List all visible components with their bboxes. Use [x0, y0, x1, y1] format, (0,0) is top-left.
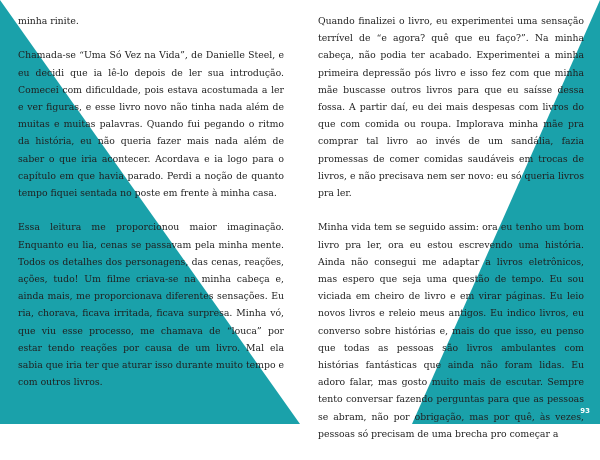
- right-page-text: [318, 13, 584, 460]
- right-paragraph-1: Quando finalizei o livro, eu experimentei uma sensação terrível de “e agora? quê que eu faço?”. Na minha cabeça, não podia ter acabado. Experimentei a minha primeira depressão pós livro e isso fez com que minha mãe buscasse outros livros para que eu saísse dessa fossa. A partir daí, eu dei mais despesas com livros do que com comida ou roupa. Implorava minha mãe pra comprar tal livro ao invés de um sandália, fazia promessas de comer comidas saudáveis em trocas de livros, e não precisava nem ser novo: eu só queria livros pra ler.: [318, 16, 584, 200]
- left-page-text: [18, 13, 284, 409]
- left-paragraph-2: Chamada-se “Uma Só Vez na Vida”, de Danielle Steel, e eu decidi que ia lê-lo depois de ler sua introdução. Comecei com dificuldade, pois estava acostumada a ler e ver figuras, e esse livro novo não tinha nada além de muitas e muitas palavras. Quando fui pegando o ritmo da história, eu não queria fazer mais nada além de saber o que iria acontecer. Acordava e ia logo para o capítulo em que havia parado. Perdi a noção de quanto tempo fiquei sentada no poste em frente à minha casa.: [18, 50, 284, 200]
- right-page: [300, 0, 600, 440]
- left-paragraph-3: Essa leitura me proporcionou maior imaginação. Enquanto eu lia, cenas se passavam pela minha mente. Todos os detalhes dos personagens, das cenas, reações, ações, tudo! Um filme criava-se na minha cabeça e, ainda mais, me proporcionava diferentes sensações. Eu ria, chorava, ficava irritada, ficava surpresa. Minha vó, que viu esse processo, me chamava de “louca” por estar tendo reações por causa de um livro. Mal ela sabia que iria ter que aturar isso durante muito tempo e com outros livros.: [18, 222, 285, 389]
- right-paragraph-2: Minha vida tem se seguido assim: ora eu tenho um bom livro pra ler, ora eu estou escrevendo uma história. Ainda não consegui me adaptar a livros eletrônicos, mas espero que seja uma questão de tempo. Eu sou viciada em cheiro de livro e em virar páginas. Eu leio novos livros e releio meus antigos. Eu indico livros, eu converso sobre histórias e, mais do que isso, eu penso que todas as pessoas são livros ambulantes com histórias fantásticas que ainda não foram lidas. Eu adoro falar, mas gosto muito mais de escutar. Sempre tento conversar fazendo perguntas para que as pessoas se abram, não por obrigação, mas por quê, às vezes, pessoas só precisam de uma brecha pro começar a: [318, 222, 584, 440]
- left-paragraph-1: minha rinite.: [18, 16, 79, 27]
- left-page: [0, 0, 300, 424]
- page-number: 93: [580, 407, 590, 415]
